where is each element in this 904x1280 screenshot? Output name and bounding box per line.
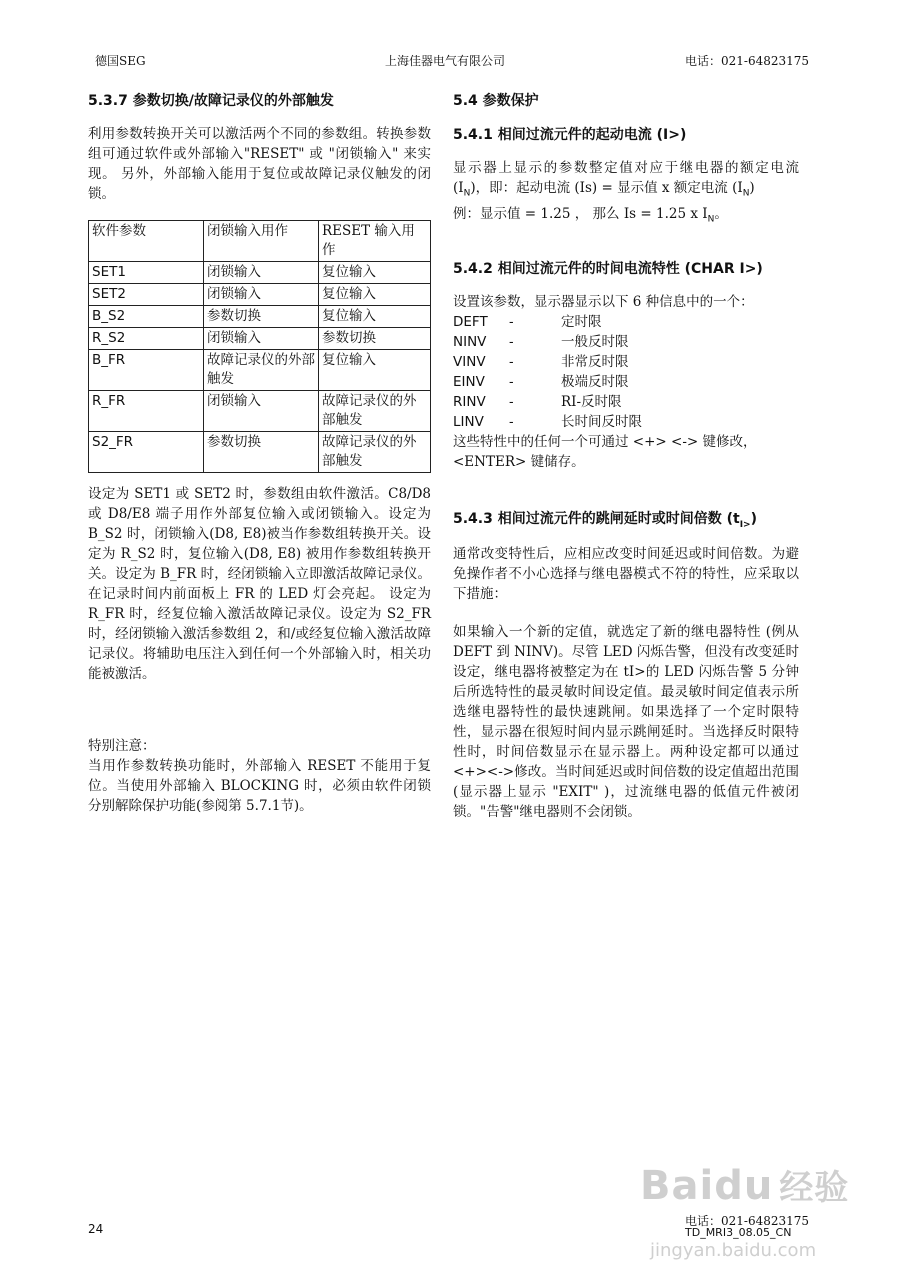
table-cell: S2_FR	[89, 432, 204, 473]
list-item	[453, 352, 799, 372]
pickup-example: 例：显示值 = 1.25 ， 那么 Is = 1.25 x I	[453, 205, 708, 222]
table-cell: 复位输入	[319, 284, 431, 306]
char-code: LINV	[453, 414, 484, 430]
footer-phone: 电话：021-64823175	[685, 1214, 810, 1228]
table-header-cell: 闭锁输入用作	[204, 221, 319, 262]
char-code: RINV	[453, 394, 486, 410]
list-item	[453, 372, 799, 392]
table-cell: 闭锁输入	[204, 284, 319, 306]
char-desc: 一般反时限	[561, 334, 629, 350]
watermark-cn: 经验	[779, 1168, 850, 1208]
watermark-brand: Baidu	[640, 1163, 774, 1209]
char-dash: -	[509, 334, 514, 350]
char-code: EINV	[453, 374, 485, 390]
char-dash: -	[509, 394, 514, 410]
table-row	[89, 432, 431, 473]
body-paragraph: 设定为 SET1 或 SET2 时，参数组由软件激活。C8/D8 或 D8/E8 端子用作外部复位输入或闭锁输入。设定为 B_S2 时，闭锁输入(D8, E8)被当作参数组转换开关。设定为 R_S2 时，复位输入(D8, E8) 被用作参数组转换开关。设定为 B_FR 时，经闭锁输入立即激活故障记录仪。在记录时间内前面板上 FR 的 LED 灯会亮起。 设定为 R_FR 时，经复位输入激活故障记录仪。设定为 S2_FR 时，经闭锁输入激活参数组 2，和/或经复位输入激活故障记录仪。将辅助电压注入到任何一个外部输入时，相关功能被激活。	[88, 486, 431, 682]
table-row	[89, 306, 431, 328]
char-desc: 定时限	[561, 314, 602, 330]
list-item	[453, 312, 799, 332]
char-intro: 设置该参数，显示器显示以下 6 种信息中的一个：	[453, 294, 754, 310]
table-header-row	[89, 221, 431, 262]
delay-body-paragraph: 如果输入一个新的定值，就选定了新的继电器特性 (例从 DEFT 到 NINV)。尽管 LED 闪烁告警，但没有改变延时设定，继电器将被整定为在 tI>的 LED 闪烁告警 5 分钟后所选特性的最灵敏时间设定值。最灵敏时间定值表示所选继电器特性的最快速跳闸。如果选择了一个定时限特性，显示器在很短时间内显示跳闸延时。当选择反时限特性时，时间倍数显示在显示器上。两种设定都可以通过 <+><->修改。当时间延迟或时间倍数的设定值超出范围 (显示器上显示 "EXIT" )，过流继电器的低值元件被闭锁。"告警"继电器则不会闭锁。	[453, 624, 799, 820]
watermark-logo	[640, 1160, 849, 1209]
char-dash: -	[509, 414, 514, 430]
char-store-text: <ENTER> 键储存。	[453, 454, 585, 470]
table-cell: 故障记录仪的外部触发	[319, 391, 431, 432]
section-5-4-3-heading	[453, 508, 757, 530]
page-number: 24	[88, 1222, 104, 1236]
header-phone: 电话：021-64823175	[685, 54, 810, 68]
heading-text: 5.4.3 相间过流元件的跳闸延时或时间倍数 (t	[453, 511, 740, 527]
intro-paragraph: 利用参数转换开关可以激活两个不同的参数组。转换参数组可通过软件或外部输入"RESET" 或 "闭锁输入" 来实现。 另外，外部输入能用于复位或故障记录仪触发的闭锁。	[88, 126, 431, 202]
table-cell: R_FR	[89, 391, 204, 432]
table-cell: 故障记录仪的外部触发	[204, 350, 319, 391]
watermark-url: jingyan.baidu.com	[650, 1240, 817, 1261]
footer-doc-id: TD_MRI3_08.05_CN	[685, 1226, 792, 1239]
table-cell: B_FR	[89, 350, 204, 391]
table-cell: SET2	[89, 284, 204, 306]
section-5-4-1-heading: 5.4.1 相间过流元件的起动电流 (I>)	[453, 127, 687, 143]
table-header-cell: 软件参数	[89, 221, 204, 262]
pickup-text-c: )	[749, 180, 755, 196]
table-cell: 复位输入	[319, 262, 431, 284]
char-desc: 非常反时限	[561, 354, 629, 370]
subscript-i: I>	[739, 519, 751, 530]
note-paragraph: 当用作参数转换功能时，外部输入 RESET 不能用于复位。当使用外部输入 BLOCKING 时，必须由软件闭锁分别解除保护功能(参阅第 5.7.1节)。	[88, 758, 431, 814]
table-cell: B_S2	[89, 306, 204, 328]
char-desc: 长时间反时限	[561, 414, 642, 430]
char-dash: -	[509, 374, 514, 390]
char-desc: RI-反时限	[561, 394, 622, 410]
table-cell: SET1	[89, 262, 204, 284]
char-desc: 极端反时限	[561, 374, 629, 390]
table-row	[89, 262, 431, 284]
table-cell: 参数切换	[204, 306, 319, 328]
table-header-cell: RESET 输入用作	[319, 221, 431, 262]
table-cell: 闭锁输入	[204, 262, 319, 284]
char-code: DEFT	[453, 314, 488, 330]
char-dash: -	[509, 354, 514, 370]
section-5-4-2-heading: 5.4.2 相间过流元件的时间电流特性 (CHAR I>)	[453, 261, 763, 277]
char-code: VINV	[453, 354, 486, 370]
char-modify-text: 这些特性中的任何一个可通过 <+> <-> 键修改，	[453, 434, 757, 450]
table-cell: R_S2	[89, 328, 204, 350]
table-cell: 闭锁输入	[204, 391, 319, 432]
section-5-3-7-heading: 5.3.7 参数切换/故障记录仪的外部触发	[88, 93, 334, 109]
pickup-current-paragraph: 显示器上显示的参数整定值对应于继电器的额定电流$(I_N)$，即：起动电流 (Is) = 显示值 x 额定电流 $(I_N)$ 例：显示值 = 1.25 ， 那么 Is = 1.25 x $I_N$。	[453, 160, 799, 225]
table-cell: 闭锁输入	[204, 328, 319, 350]
list-item	[453, 412, 799, 432]
char-code: NINV	[453, 334, 487, 350]
characteristic-list	[453, 312, 799, 432]
list-item	[453, 332, 799, 352]
list-item	[453, 392, 799, 412]
pickup-text-b: )，即：起动电流 (Is) = 显示值 x 额定电流 (I	[470, 180, 743, 196]
subscript-n: N	[707, 214, 715, 225]
table-cell: 参数切换	[204, 432, 319, 473]
char-dash: -	[509, 314, 514, 330]
table-row	[89, 328, 431, 350]
subscript-n: N	[463, 188, 471, 199]
table-cell: 故障记录仪的外部触发	[319, 432, 431, 473]
table-row	[89, 284, 431, 306]
parameter-table	[88, 220, 431, 473]
table-row	[89, 350, 431, 391]
header-company-left: 德国SEG	[95, 54, 146, 68]
table-cell: 复位输入	[319, 306, 431, 328]
heading-end: )	[750, 511, 757, 527]
pickup-text-a: 显示器上显示的参数整定值对应于继电器的额定电流(I	[453, 160, 799, 196]
table-cell: 复位输入	[319, 350, 431, 391]
table-cell: 参数切换	[319, 328, 431, 350]
table-row	[89, 391, 431, 432]
header-company-center: 上海佳器电气有限公司	[385, 54, 506, 68]
note-title: 特别注意：	[88, 738, 156, 754]
section-5-4-heading: 5.4 参数保护	[453, 93, 539, 109]
subscript-n: N	[742, 188, 750, 199]
delay-intro-paragraph: 通常改变特性后，应相应改变时间延迟或时间倍数。为避免操作者不小心选择与继电器模式不符的特性，应采取以下措施：	[453, 546, 799, 602]
